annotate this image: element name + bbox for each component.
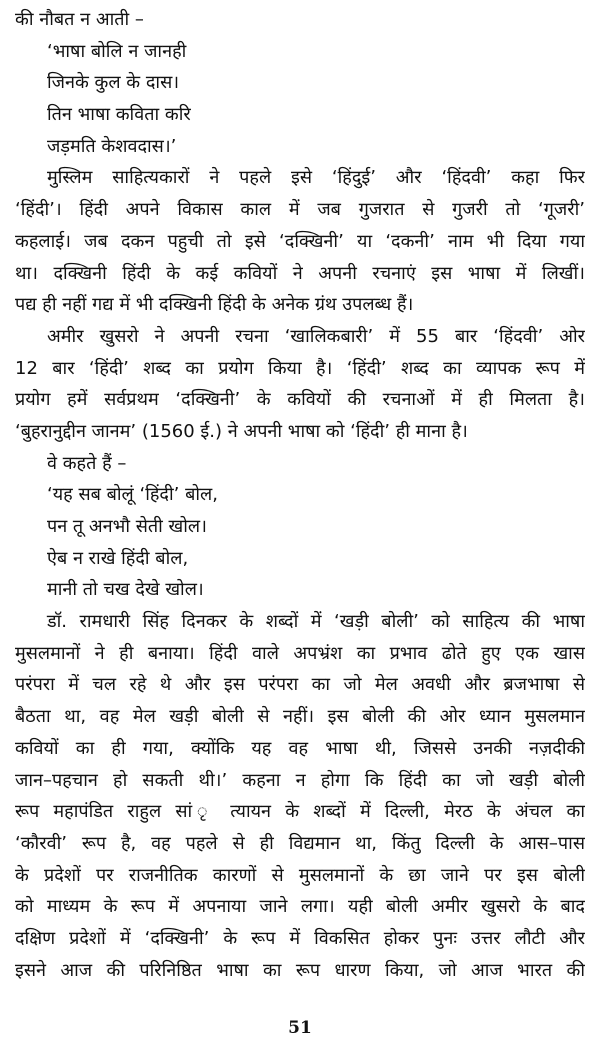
- verse-line: जड़मति केशवदास।’: [47, 135, 177, 157]
- paragraph-line: रूप महापंडित राहुल सां ृ त्यायन के शब्दों में दिल्ली, मेरठ के अंचल का: [15, 801, 585, 823]
- paragraph-line: इसने आज की परिनिष्ठित भाषा का रूप धारण किया, जो आज भारत की: [15, 959, 585, 981]
- paragraph-line: ‘हिंदी’। हिंदी अपने विकास काल में जब गुजरात से गुजरी तो ‘गूजरी’: [15, 199, 585, 221]
- paragraph-line: प्रयोग हमें सर्वप्रथम ‘दक्खिनी’ के कवियों की रचनाओं में ही मिलता है।: [15, 389, 585, 411]
- verse-line: ‘यह सब बोलूं ‘हिंदी’ बोल,: [47, 484, 218, 506]
- paragraph-line: 12 बार ‘हिंदी’ शब्द का प्रयोग किया है। ‘हिंदी’ शब्द का व्यापक रूप में: [15, 357, 585, 379]
- paragraph-line: डॉ. रामधारी सिंह दिनकर के शब्दों में ‘खड़ी बोली’ को साहित्य की भाषा: [47, 611, 585, 633]
- paragraph-line: बैठता था, वह मेल खड़ी बोली से नहीं। इस बोली की ओर ध्यान मुसलमान: [15, 706, 585, 728]
- paragraph-line: मुसलमानों ने ही बनाया। हिंदी वाले अपभ्रंश का प्रभाव ढोते हुए एक खास: [15, 642, 585, 664]
- body-text: [15, 4, 585, 986]
- paragraph-line: कवियों का ही गया, क्योंकि यह वह भाषा थी, जिससे उनकी नज़दीकी: [15, 737, 585, 759]
- text-line: वे कहते हैं –: [47, 452, 127, 474]
- paragraph-line: ‘बुहरानुद्दीन जानम’ (1560 ई.) ने अपनी भाषा को ‘हिंदी’ ही माना है।: [15, 420, 468, 442]
- verse-line: पन तू अनभौ सेती खोल।: [47, 516, 207, 537]
- paragraph-line: था। दक्खिनी हिंदी के कई कवियों ने अपनी रचनाएं इस भाषा में लिखीं।: [15, 262, 585, 284]
- paragraph-line: ‘कौरवी’ रूप है, वह पहले से ही विद्यमान था, किंतु दिल्ली के आस–पास: [15, 832, 585, 854]
- verse-line: ऐब न राखे हिंदी बोल,: [47, 547, 189, 569]
- verse-line: ‘भाषा बोलि न जानही: [47, 40, 187, 62]
- paragraph-line: पद्य ही नहीं गद्य में भी दक्खिनी हिंदी के अनेक ग्रंथ उपलब्ध हैं।: [15, 294, 414, 316]
- paragraph-line: कहलाई। जब दकन पहुची तो इसे ‘दक्खिनी’ या ‘दकनी’ नाम भी दिया गया: [15, 230, 585, 252]
- verse-line: तिन भाषा कविता करि: [47, 104, 191, 126]
- paragraph-line: के प्रदेशों पर राजनीतिक कारणों से मुसलमानों के छा जाने पर इस बोली: [15, 864, 585, 886]
- paragraph-line: परंपरा में चल रहे थे और इस परंपरा का जो मेल अवधी और ब्रजभाषा से: [15, 674, 585, 696]
- paragraph-line: मुस्लिम साहित्यकारों ने पहले इसे ‘हिंदुई’ और ‘हिंदवी’ कहा फिर: [47, 167, 585, 189]
- paragraph-line: जान–पहचान हो सकती थी।’ कहना न होगा कि हिंदी का जो खड़ी बोली: [15, 769, 585, 791]
- paragraph-line: को माध्यम के रूप में अपनाया जाने लगा। यही बोली अमीर खुसरो के बाद: [15, 896, 585, 918]
- page-number: 51: [288, 1018, 312, 1038]
- verse-line: मानी तो चख देखे खोल।: [47, 579, 204, 601]
- paragraph-line: दक्षिण प्रदेशों में ‘दक्खिनी’ के रूप में विकसित होकर पुनः उत्तर लौटी और: [15, 927, 585, 949]
- paragraph-line: अमीर खुसरो ने अपनी रचना ‘खालिकबारी’ में 55 बार ‘हिंदवी’ ओर: [47, 325, 585, 347]
- verse-line: जिनके कुल के दास।: [47, 72, 180, 94]
- text-line: की नौबत न आती –: [15, 9, 144, 30]
